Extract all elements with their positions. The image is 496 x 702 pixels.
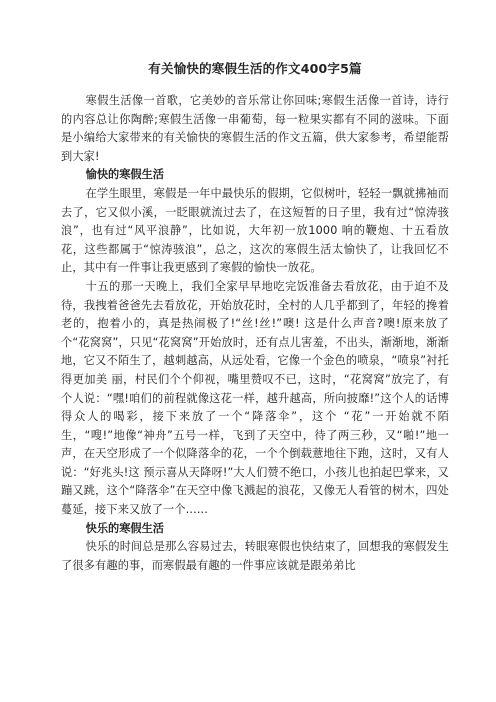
body-paragraph: 在学生眼里，寒假是一年中最快乐的假期，它似树叶，轻轻一飘就拂袖而去了，它又似小溪，一眨眼就流过去了，在这短暂的日子里，我有过“惊涛骇浪”，也有过“风平浪静”，比如说，大年初一放1000 响的鞭炮、十五看放花，这些都属于“惊涛骇浪”，总之，这次的寒假生活太愉快了，让我回忆不止，其中有一件事让我更感到了寒假的愉快一放花。 bbox=[61, 186, 449, 275]
intro-paragraph: 寒假生活像一首歌，它美妙的音乐常让你回味;寒假生活像一首诗，诗行的内容总让你陶醉;寒假生活像一串葡萄，每一粒果实都有不同的滋味。下面是小编给大家带来的有关愉快的寒假生活的作文五篇，供大家参考，希望能帮到大家! bbox=[61, 94, 449, 163]
body-paragraph: 十五的那一天晚上，我们全家早早地吃完饭准备去看放花，由于迫不及待，我拽着爸爸先去看放花，开始放花时，全村的人几乎都到了，年轻的搀着老的，抱着小的，真是热闹极了!“丝!丝!”噢! 这是什么声音?噢!原来放了个“花窝窝”，只见“花窝窝”开始放时，还有点儿害羞，不出头，渐渐地，渐渐地，它又不陌生了，越刺越高，从远处看，它像一个金色的喷泉，“喷泉”衬托得更加美 丽，村民们个个仰视，嘴里赞叹不已，这时，“花窝窝”放完了，有个人说：“嘿!咱们的前程就像这花一样，越升越高，所向披靡!”这个人的话博得众人的喝彩，接下来放了一个“降落伞”，这个 “花”一开始就不陌生，“嗖!”地像“神舟”五号一样，飞到了天空中，待了两三秒，又“啪!”地一声，在天空形成了一个似降落伞的花，一个个倒载薏地往下跑，这时，又有人说：“好兆头!这 预示喜从天降呀!”大人们赞不绝口，小孩儿也拍起巴掌来，又蹦又跳，这个“降落伞”在天空中像飞溅起的浪花，又像无人看管的树木，四处蔓延，接下来又放了一个...... bbox=[61, 279, 449, 517]
body-paragraph: 快乐的时间总是那么容易过去，转眼寒假也快结束了，回想我的寒假发生了很多有趣的事，而寒假最有趣的一件事应该就是跟弟弟比 bbox=[61, 540, 449, 572]
section-heading: 愉快的寒假生活 bbox=[85, 168, 164, 182]
section-heading: 快乐的寒假生活 bbox=[85, 521, 164, 535]
document-title: 有关愉快的寒假生活的作文400字5篇 bbox=[148, 61, 362, 76]
